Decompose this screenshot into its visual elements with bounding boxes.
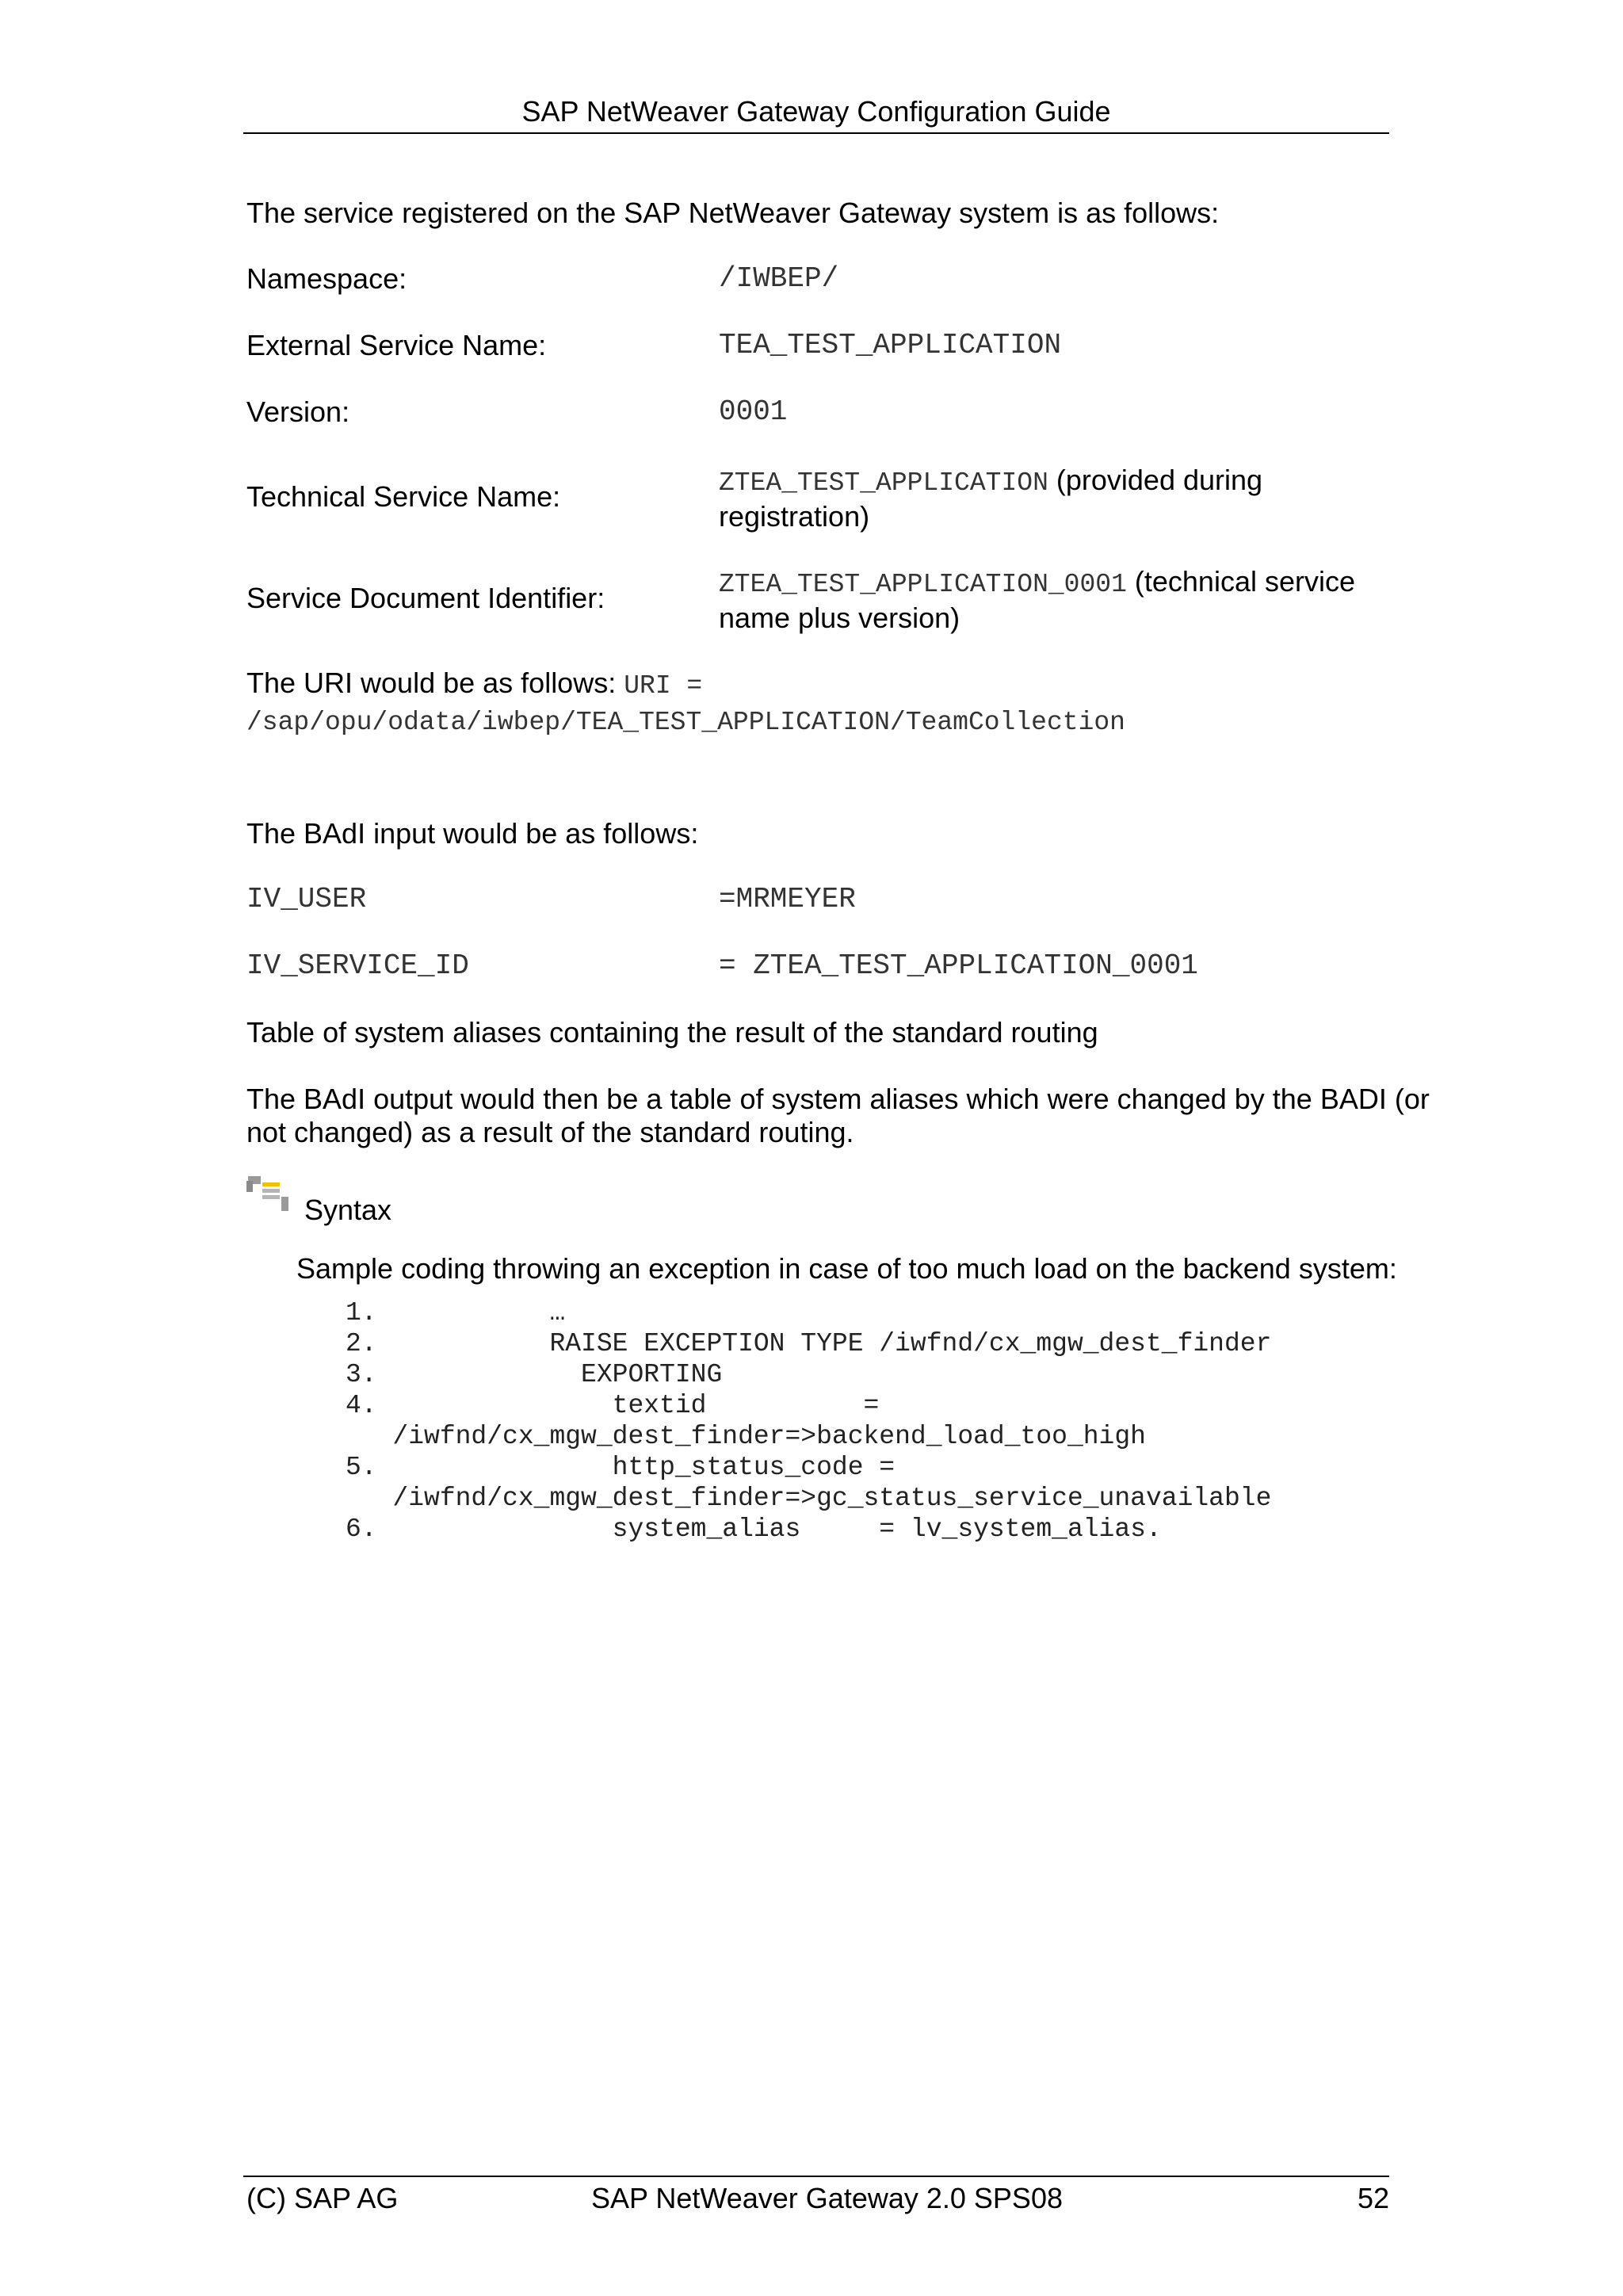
doc-identifier-note: (technical service (1126, 565, 1355, 598)
intro-paragraph: The service registered on the SAP NetWeaver Gateway system is as follows: (246, 197, 1220, 229)
external-service-label: External Service Name: (246, 329, 547, 361)
doc-identifier-label: Service Document Identifier: (246, 582, 605, 614)
iv-user-value: =MRMEYER (719, 883, 856, 915)
code-line: 4. textid = (346, 1391, 880, 1420)
doc-identifier-value (719, 565, 1400, 635)
code-listing (346, 1297, 1376, 1545)
code-line: /iwfnd/cx_mgw_dest_finder=>backend_load_too_high (346, 1422, 1146, 1451)
technical-service-label: Technical Service Name: (246, 480, 561, 513)
uri-prefix: The URI would be as follows: (246, 667, 624, 699)
badi-output-line-2: not changed) as a result of the standard routing. (246, 1116, 854, 1148)
header-divider (243, 132, 1389, 134)
technical-service-code: ZTEA_TEST_APPLICATION (719, 468, 1048, 498)
footer-product: SAP NetWeaver Gateway 2.0 SPS08 (591, 2182, 1063, 2214)
code-line: 3. EXPORTING (346, 1360, 723, 1389)
technical-service-value (719, 464, 1400, 533)
uri-paragraph (246, 667, 1125, 739)
namespace-value: /IWBEP/ (719, 262, 839, 295)
syntax-label: Syntax (304, 1194, 392, 1226)
aliases-paragraph: Table of system aliases containing the result of the standard routing (246, 1016, 1098, 1049)
uri-code-start: URI = (624, 671, 703, 701)
technical-service-note: (provided during (1048, 464, 1263, 496)
footer-copyright: (C) SAP AG (246, 2182, 399, 2214)
syntax-icon (246, 1175, 294, 1219)
badi-output-paragraph (246, 1083, 1430, 1149)
external-service-value: TEA_TEST_APPLICATION (719, 329, 1062, 361)
badi-output-line-1: The BAdI output would then be a table of system aliases which were changed by the BADI (or (246, 1083, 1430, 1115)
page-header: SAP NetWeaver Gateway Configuration Guide (521, 95, 1111, 128)
uri-path: /sap/opu/odata/iwbep/TEA_TEST_APPLICATION/TeamCollection (246, 708, 1125, 737)
version-label: Version: (246, 395, 350, 428)
iv-service-id-value: = ZTEA_TEST_APPLICATION_0001 (719, 949, 1198, 982)
iv-user-label: IV_USER (246, 883, 367, 915)
code-line: /iwfnd/cx_mgw_dest_finder=>gc_status_service_unavailable (346, 1484, 1272, 1513)
code-line: 2. RAISE EXCEPTION TYPE /iwfnd/cx_mgw_dest_finder (346, 1329, 1272, 1358)
doc-identifier-note-cont: name plus version) (719, 602, 960, 634)
code-line: 5. http_status_code = (346, 1453, 896, 1482)
version-value: 0001 (719, 395, 788, 428)
iv-service-id-label: IV_SERVICE_ID (246, 949, 469, 982)
footer-divider (243, 2176, 1389, 2177)
page-number: 52 (1357, 2182, 1389, 2214)
namespace-label: Namespace: (246, 262, 407, 295)
syntax-description: Sample coding throwing an exception in case of too much load on the backend system: (296, 1252, 1397, 1285)
code-line: 6. system_alias = lv_system_alias. (346, 1515, 1162, 1544)
technical-service-note-cont: registration) (719, 500, 870, 533)
badi-input-intro: The BAdI input would be as follows: (246, 817, 699, 850)
code-line: 1. … (346, 1298, 566, 1328)
doc-identifier-code: ZTEA_TEST_APPLICATION_0001 (719, 570, 1127, 599)
